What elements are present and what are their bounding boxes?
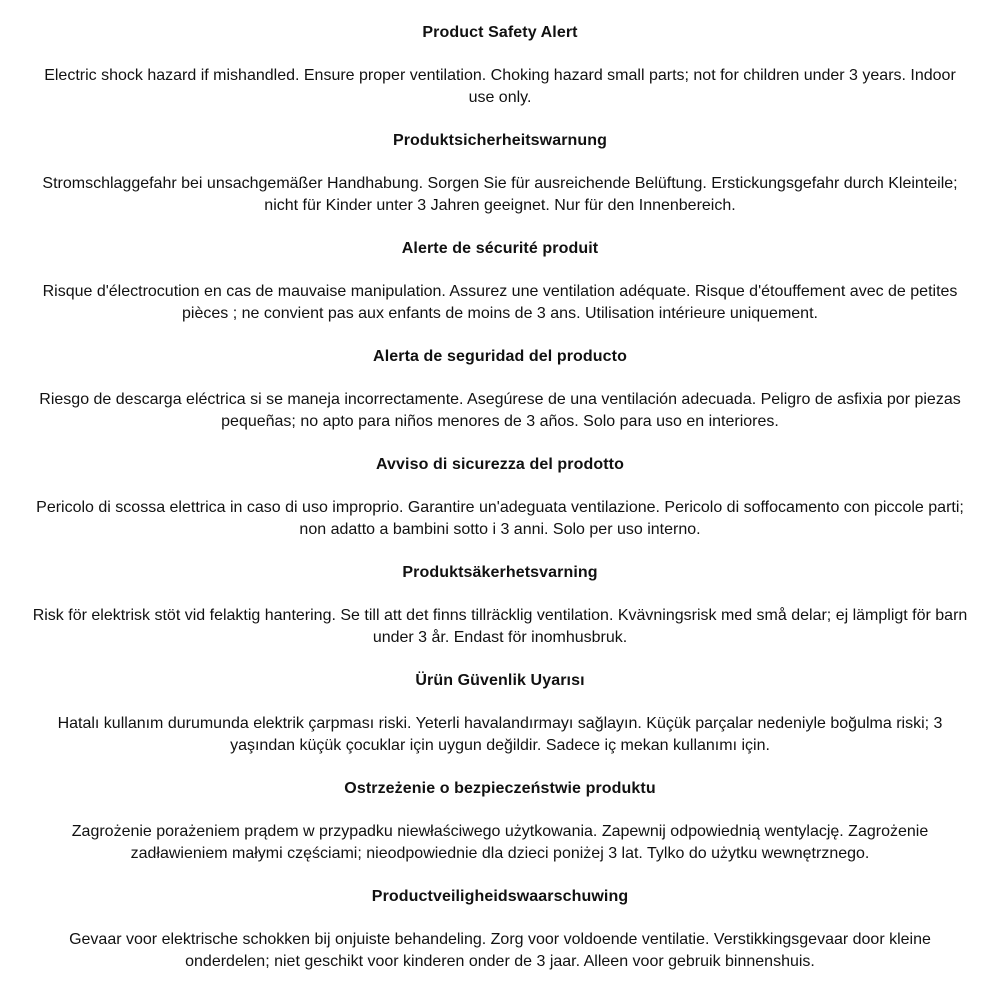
section-heading: Ürün Güvenlik Uyarısı — [415, 672, 585, 689]
section-heading: Productveiligheidswaarschuwing — [371, 888, 629, 905]
section-polish — [30, 778, 970, 886]
section-text: Riesgo de descarga eléctrica si se maneja incorrectamente. Asegúrese de una ventilación adecuada. Peligro de asfixia por piezas pequeñas; no apto para niños menores de 3 años. Solo para uso en interiores. — [39, 391, 961, 430]
section-french — [30, 238, 970, 346]
section-english — [30, 22, 970, 130]
section-heading: Produktsicherheitswarnung — [392, 132, 608, 149]
section-text: Gevaar voor elektrische schokken bij onjuiste behandeling. Zorg voor voldoende ventilatie. Verstikkingsgevaar door kleine onderdelen; niet geschikt voor kinderen onder de 3 jaar. Alleen voor gebruik binnenshuis. — [69, 931, 931, 970]
section-text: Zagrożenie porażeniem prądem w przypadku niewłaściwego użytkowania. Zapewnij odpowiednią wentylację. Zagrożenie zadławieniem małymi częściami; nieodpowiednie dla dzieci poniżej 3 lat. Tylko do użytku wewnętrznego. — [71, 823, 929, 862]
section-dutch — [30, 886, 970, 994]
section-german — [30, 130, 970, 238]
section-heading: Avviso di sicurezza del prodotto — [376, 456, 624, 473]
section-turkish — [30, 670, 970, 778]
section-heading: Produktsäkerhetsvarning — [402, 564, 598, 581]
section-text: Risque d'électrocution en cas de mauvaise manipulation. Assurez une ventilation adéquate. Risque d'étouffement avec de petites pièces ; ne convient pas aux enfants de moins de 3 ans. Utilisation intérieure uniquement. — [42, 283, 958, 322]
section-text: Pericolo di scossa elettrica in caso di uso improprio. Garantire un'adeguata ventilazione. Pericolo di soffocamento con piccole parti; non adatto a bambini sotto i 3 anni. Solo per uso interno. — [36, 499, 964, 538]
section-heading: Alerte de sécurité produit — [401, 240, 599, 257]
section-text: Hatalı kullanım durumunda elektrik çarpması riski. Yeterli havalandırmayı sağlayın. Küçük parçalar nedeniyle boğulma riski; 3 yaşından küçük çocuklar için uygun değildir. Sadece iç mekan kullanımı için. — [57, 715, 943, 754]
section-spanish — [30, 346, 970, 454]
section-heading: Product Safety Alert — [422, 24, 578, 41]
section-italian — [30, 454, 970, 562]
section-heading: Alerta de seguridad del producto — [373, 348, 627, 365]
section-text: Electric shock hazard if mishandled. Ensure proper ventilation. Choking hazard small parts; not for children under 3 years. Indoor use only. — [44, 67, 956, 106]
section-text: Risk för elektrisk stöt vid felaktig hantering. Se till att det finns tillräcklig ventilation. Kvävningsrisk med små delar; ej lämpligt för barn under 3 år. Endast för inomhusbruk. — [32, 607, 968, 646]
section-heading: Ostrzeżenie o bezpieczeństwie produktu — [344, 780, 656, 797]
section-swedish — [30, 562, 970, 670]
section-text: Stromschlaggefahr bei unsachgemäßer Handhabung. Sorgen Sie für ausreichende Belüftung. Erstickungsgefahr durch Kleinteile; nicht für Kinder unter 3 Jahren geeignet. Nur für den Innenbereich. — [42, 175, 958, 214]
